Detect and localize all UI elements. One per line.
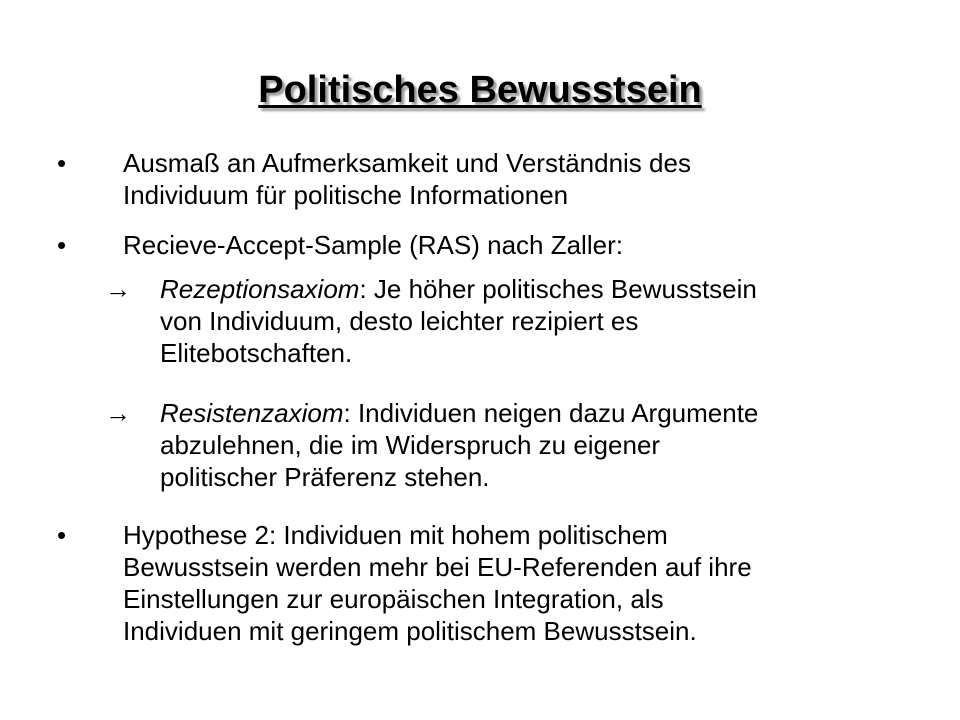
text-line: Individuum für politische Informationen (123, 180, 569, 210)
text-line: abzulehnen, die im Widerspruch zu eigener (160, 430, 661, 460)
sub-item-text (160, 273, 920, 369)
text-line: Bewusstsein werden mehr bei EU-Referenden auf ihre (123, 552, 752, 582)
text-line: Elitebotschaften. (160, 338, 353, 368)
arrow-marker: → (105, 274, 131, 304)
bullet-marker: • (57, 520, 67, 550)
term-label: Rezeptionsaxiom (160, 274, 360, 304)
term-rest: : Individuen neigen dazu Argumente (343, 398, 759, 428)
term-label: Resistenzaxiom (160, 398, 344, 428)
text-line: politischer Präferenz stehen. (160, 462, 490, 492)
bullet-marker: • (57, 230, 67, 260)
text-line: Hypothese 2: Individuen mit hohem politischem (123, 520, 668, 550)
text-line: Ausmaß an Aufmerksamkeit und Verständnis des (123, 148, 691, 178)
text-line: Recieve-Accept-Sample (RAS) nach Zaller: (123, 230, 623, 260)
slide-title: Politisches Bewusstsein (258, 69, 702, 111)
bullet-text (123, 519, 923, 647)
text-line: Individuen mit geringem politischem Bewusstsein. (123, 616, 697, 646)
sub-item-text (160, 397, 920, 493)
bullet-text (123, 147, 923, 211)
term-rest: : Je höher politisches Bewusstsein (359, 274, 757, 304)
text-line: von Individuum, desto leichter rezipiert es (160, 306, 639, 336)
text-line (160, 273, 920, 305)
bullet-text (123, 229, 923, 261)
text-line: Einstellungen zur europäischen Integration, als (123, 584, 664, 614)
arrow-marker: → (105, 398, 131, 428)
text-line (160, 397, 920, 429)
bullet-marker: • (57, 148, 67, 178)
